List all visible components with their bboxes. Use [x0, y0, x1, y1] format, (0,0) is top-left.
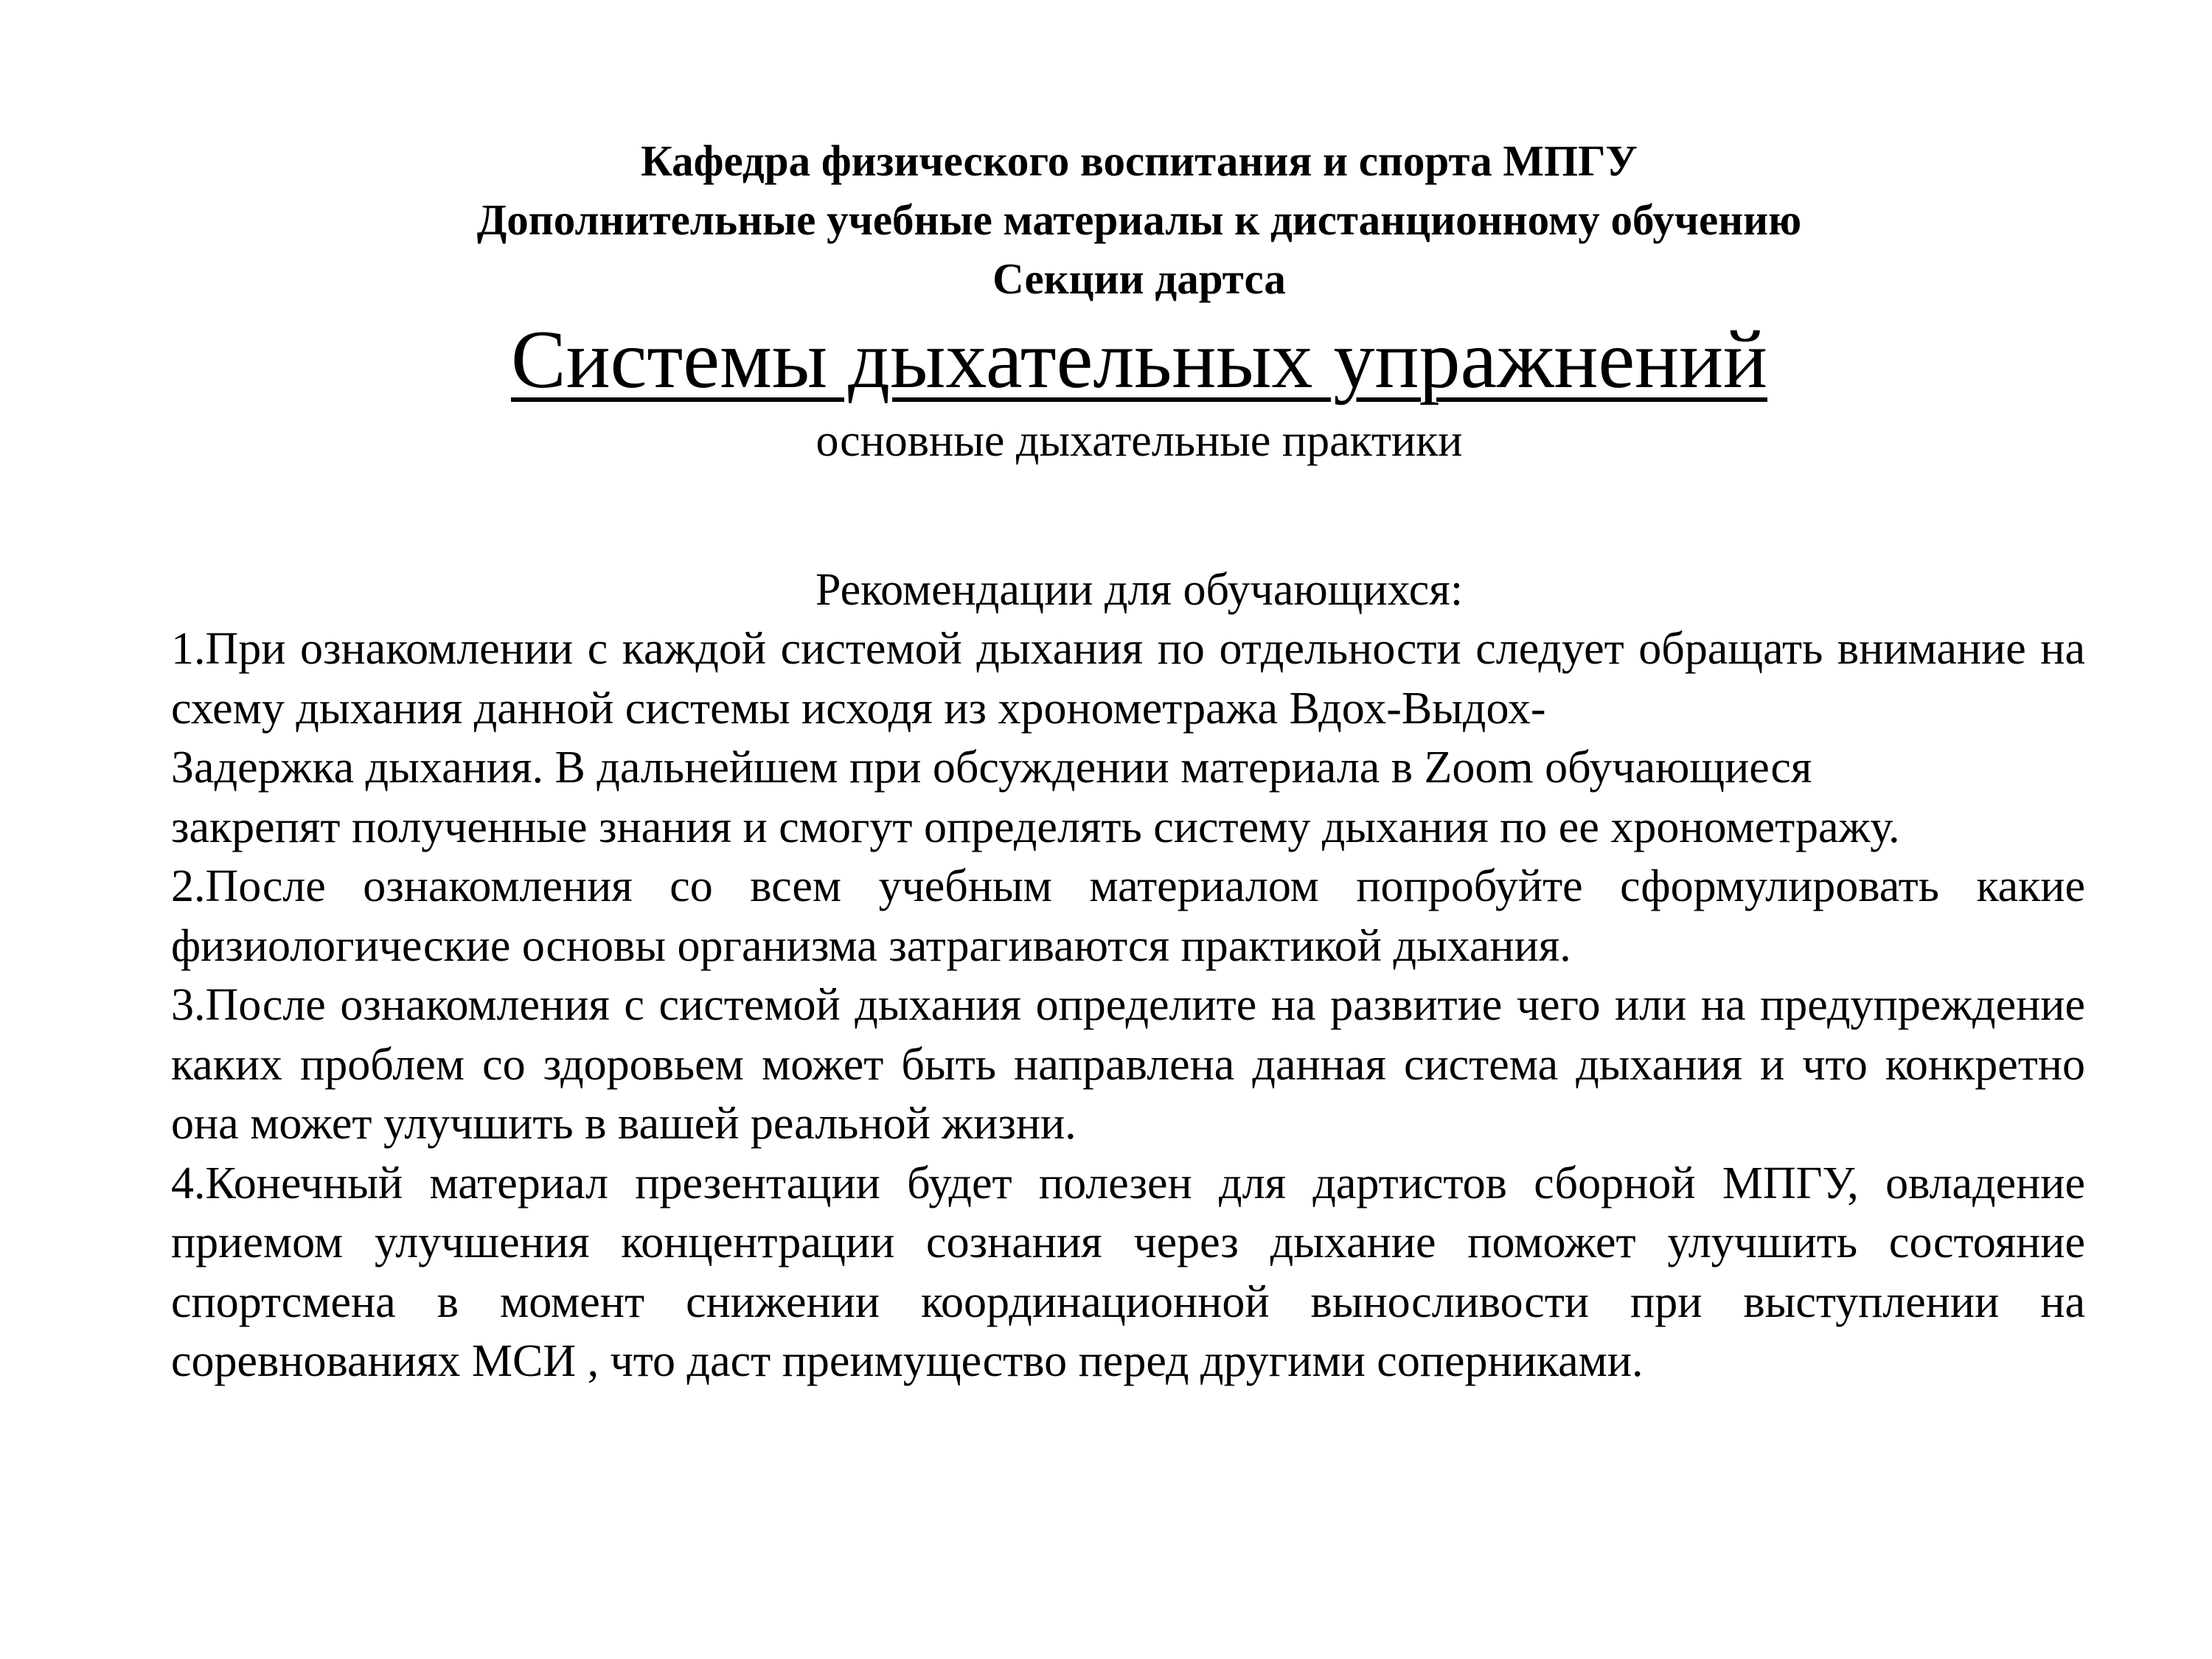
page-title: Системы дыхательных упражнений	[510, 314, 1767, 406]
materials-heading: Дополнительные учебные материалы к дистанционному обучению	[476, 195, 1802, 244]
recommendations-list	[171, 619, 2085, 1391]
department-heading: Кафедра физического воспитания и спорта МПГУ	[641, 136, 1638, 185]
recommendation-item-1-line-4: закрепят полученные знания и смогут определять систему дыхания по ее хронометражу.	[171, 801, 1900, 852]
recommendation-item-4: 4.Конечный материал презентации будет полезен для дартистов сборной МПГУ, овладение приемом улучшения концентрации сознания через дыхание поможет улучшить состояние спортсмена в момент снижении координационной выносливости при выступлении на соревнованиях МСИ , что даст преимущество перед другими соперниками.	[171, 1158, 2085, 1386]
recommendations-heading: Рекомендации для обучающихся:	[815, 565, 1464, 615]
section-heading: Секции дартса	[992, 254, 1286, 303]
page-subtitle: основные дыхательные практики	[815, 416, 1463, 466]
recommendation-item-2: 2.После ознакомления со всем учебным материалом попробуйте сформулировать какие физиологические основы организма затрагиваются практикой дыхания.	[171, 861, 2085, 971]
recommendation-item-3: 3.После ознакомления с системой дыхания определите на развитие чего или на предупреждение каких проблем со здоровьем может быть направлена данная система дыхания и что конкретно она может улучшить в вашей реальной жизни.	[171, 980, 2085, 1149]
recommendation-item-1	[171, 619, 2085, 857]
header-block	[170, 131, 2109, 308]
recommendation-item-1-line-3: Задержка дыхания. В дальнейшем при обсуждении материала в Zoom обучающиеся	[171, 742, 1812, 793]
recommendation-item-1-text: 1.При ознакомлении с каждой системой дыхания по отдельности следует обращать внимание на схему дыхания данной системы исходя из хронометража Вдох-Выдох-	[171, 624, 2085, 734]
